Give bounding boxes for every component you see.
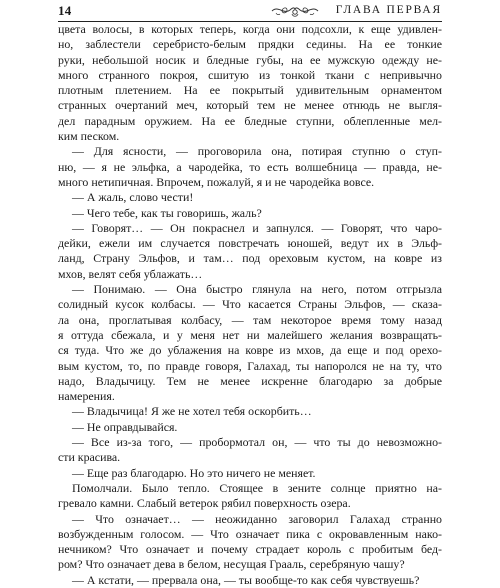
text-line: — Владычица! Я же не хотел тебя оскорбить… <box>72 404 312 419</box>
text-line: я оттуда сбежала, и у меня нет ни малейшего желания возвращать- <box>58 327 442 342</box>
text-line: ся туда. Что же до ублажения на ковре из мхов, да еще и под орехо- <box>58 343 442 358</box>
text-line: цвета волосы, в которых теперь, когда они подсохли, к еще удивлен- <box>58 22 442 36</box>
text-line: солидный кусок колбасы. — Что касается Страны Эльфов, — сказа- <box>58 297 442 312</box>
text-line: дейки, ежели им случается повстречать юношей, ведут их в Эльф- <box>58 236 442 251</box>
text-line: — Понимаю. — Она быстро глянула на него, потом отгрызла <box>72 282 442 297</box>
text-line: много странного покроя, сшитую из тонкой ткани с непривычно <box>58 67 442 82</box>
text-line: сти красива. <box>58 450 121 465</box>
text-line: дел парадным оружием. На ее бледные ступни, облепленные мел- <box>58 113 442 128</box>
text-line: ром? Что означает дева в белом, несущая Грааль, серебряную чашу? <box>58 557 405 572</box>
text-line: — Не оправдывайся. <box>72 419 178 434</box>
floral-ornament-icon <box>268 2 322 18</box>
text-line: — Все из-за того, — пробормотал он, — что ты до невозможно- <box>72 435 442 450</box>
text-line: — Еще раз благодарю. Но это ничего не меняет. <box>72 465 316 480</box>
text-line: ла она, проглатывая колбасу, — там некоторое время тому назад <box>58 312 442 327</box>
text-line: ланд, Страну Эльфов, и там… под ореховым кустом, на ковре из <box>58 251 442 266</box>
text-line: плотным плетением. На ее покрытый удивительным орнаментом <box>58 83 442 98</box>
running-header <box>58 2 442 20</box>
page-number: 14 <box>58 3 72 18</box>
chapter-title: ГЛАВА ПЕРВАЯ <box>335 4 442 16</box>
text-line: ню, — я не эльфка, а чародейка, то есть волшебница — правда, не- <box>58 159 442 174</box>
text-line: руки, небольшой носик и бледные губы, на ее мужскую одежду не- <box>58 52 442 67</box>
text-line: — Для ясности, — проговорила она, потирая ступню о ступ- <box>72 144 442 159</box>
text-line: странных очертаний меч, который тем не менее отнюдь не выгля- <box>58 98 442 113</box>
text-line: Помолчали. Было тепло. Стоящее в зените солнце приятно на- <box>72 480 442 495</box>
text-line: много нетипичная. Впрочем, пожалуй, я и не чародейка вовсе. <box>58 174 375 189</box>
text-line: — А жаль, слово чести! <box>72 190 194 205</box>
text-line: намерения. <box>58 389 115 404</box>
text-line: но, заблестели серебристо-белым прядки седины. На ее тонкие <box>58 37 442 52</box>
text-line: надо, Владычицу. Тем не менее искренне благодарю за добрые <box>58 373 442 388</box>
text-line: гревало камни. Слабый ветерок рябил поверхность озера. <box>58 496 351 511</box>
text-line: возбужденным голосом. — Что означает пика с окровавленным нако- <box>58 526 442 541</box>
text-line: мхов, велят себя ублажать… <box>58 266 203 281</box>
text-line: — Говорят… — Он покраснел и запнулся. — Говорят, что чаро- <box>72 220 442 235</box>
text-line: вым кустом, то, по правде говоря, Галахад, ты напоролся не на ту, что <box>58 358 442 373</box>
page-text <box>58 22 442 588</box>
text-line: ким песком. <box>58 129 120 144</box>
text-line: нечником? Что означает и почему страдает король с пробитым бед- <box>58 542 442 557</box>
text-line: — Чего тебе, как ты говоришь, жаль? <box>72 205 262 220</box>
text-line: — Что означает… — неожиданно заговорил Галахад странно <box>72 511 442 526</box>
text-line: — А кстати, — прервала она, — ты вообще-то как себя чувствуешь? <box>72 572 420 587</box>
